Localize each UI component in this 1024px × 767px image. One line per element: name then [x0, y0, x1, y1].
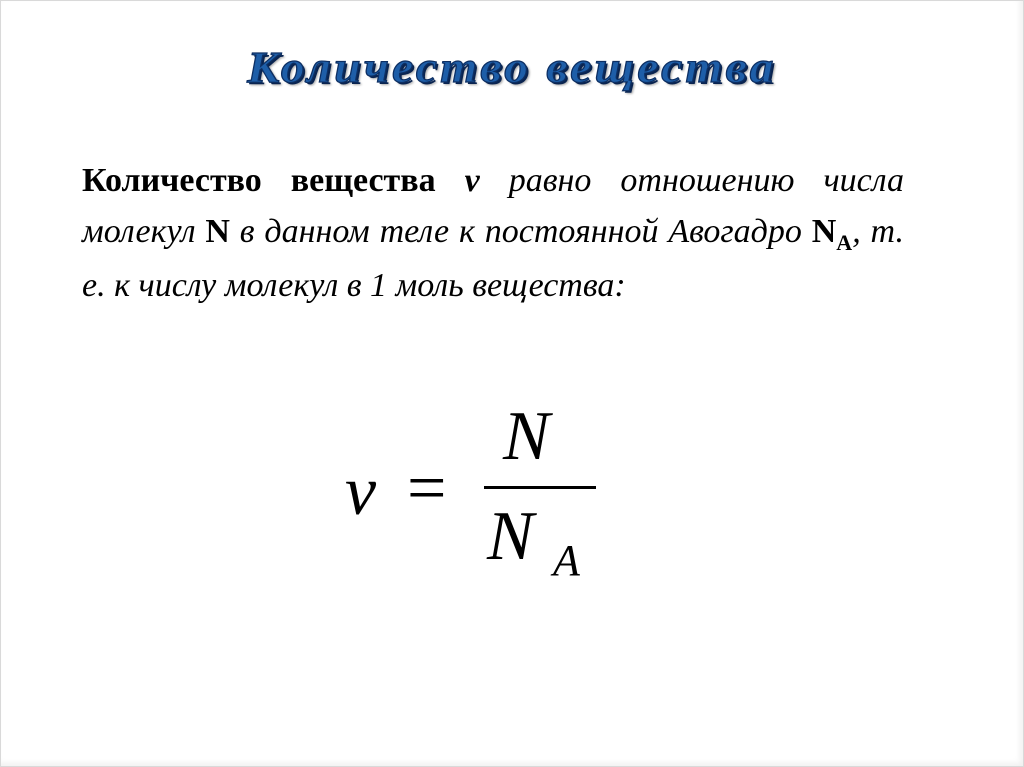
- slide-title: Количество вещества: [247, 43, 777, 92]
- fraction-bar: [484, 486, 596, 489]
- formula-numerator: N: [503, 398, 550, 475]
- formula-denominator: N: [487, 498, 534, 575]
- formula-equals: =: [407, 450, 447, 527]
- formula-denominator-subscript: A: [553, 536, 580, 585]
- formula-lhs: ν: [345, 453, 377, 530]
- symbol-n: N: [205, 213, 230, 250]
- paragraph-text-2: в данном теле к постоянной Авогадро: [229, 213, 812, 250]
- paragraph-text-3: , т. е. к числу молекул в 1 моль вещества:: [82, 213, 905, 304]
- formula: [345, 398, 645, 585]
- symbol-na-subscript: A: [836, 230, 853, 255]
- symbol-na: N: [811, 213, 837, 250]
- paragraph-text-1: равно отношению числа молекул: [82, 162, 905, 250]
- definition-paragraph: [82, 155, 904, 311]
- term-text: Количество вещества: [82, 162, 436, 199]
- symbol-nu: ν: [464, 162, 480, 199]
